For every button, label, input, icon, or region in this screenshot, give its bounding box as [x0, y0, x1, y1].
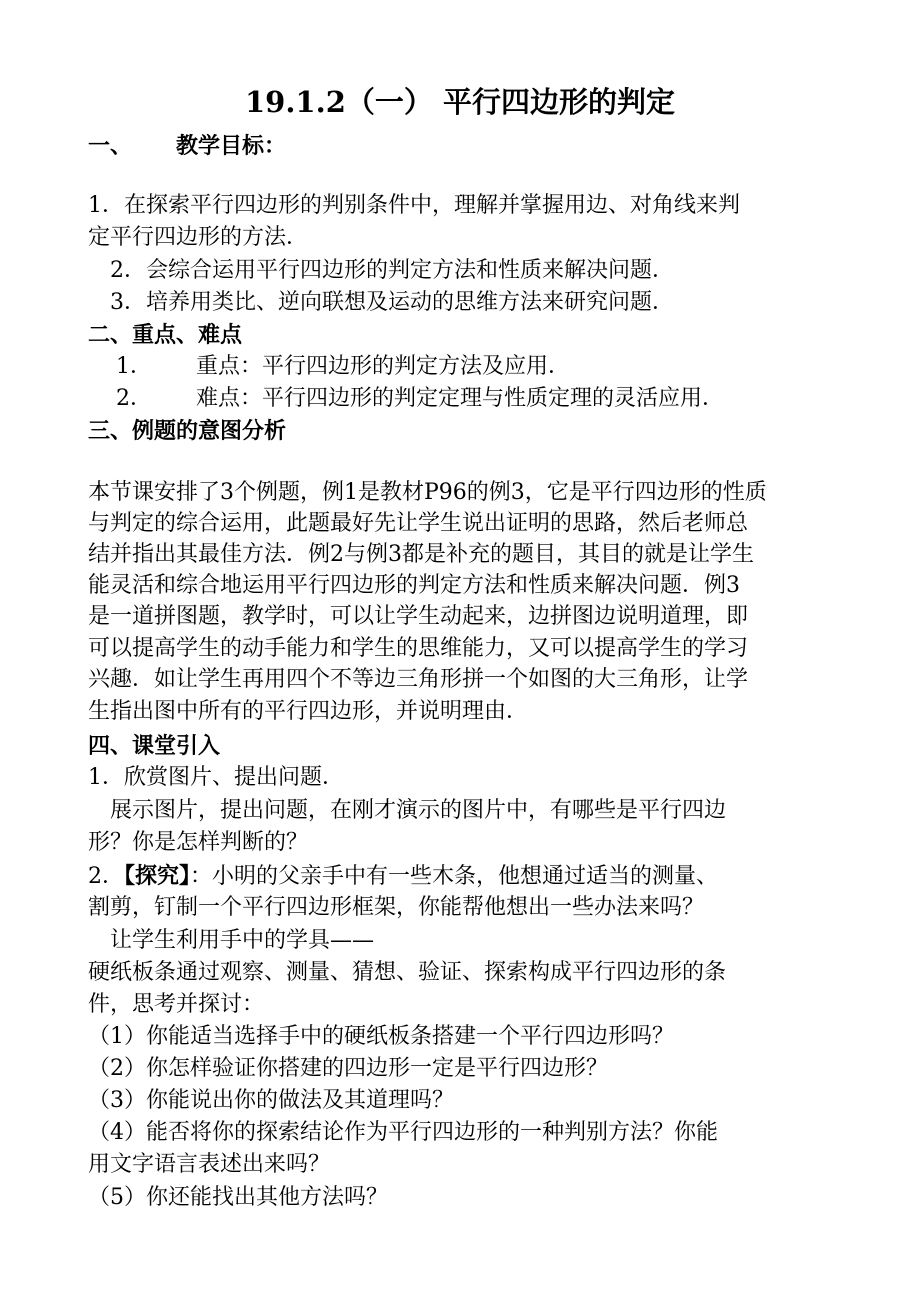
- key-point-number: 2．: [116, 386, 152, 411]
- paragraph-line: 生指出图中所有的平行四边形，并说明理由．: [88, 699, 529, 724]
- paragraph-line: 结并指出其最佳方法．例2与例3都是补充的题目，其目的就是让学生: [88, 542, 754, 567]
- key-point-text: 难点：平行四边形的判定定理与性质定理的灵活应用．: [196, 386, 725, 411]
- explore-line: [88, 861, 718, 892]
- explore-continuation: 割剪，钉制一个平行四边形框架，你能帮他想出一些办法来吗？: [88, 895, 705, 920]
- key-point-number: 1．: [116, 354, 152, 379]
- paragraph-line: 兴趣．如让学生再用四个不等边三角形拼一个如图的大三角形，让学: [88, 667, 749, 692]
- examples-heading: 三、例题的意图分析: [88, 418, 287, 444]
- question-line: （5）你还能找出其他方法吗？: [88, 1185, 388, 1210]
- paragraph-line: 与判定的综合运用，此题最好先让学生说出证明的思路，然后老师总: [88, 511, 749, 536]
- objectives-heading: [88, 131, 286, 161]
- introduction-line: 1．欣赏图片、提出问题．: [88, 765, 344, 790]
- objective-line: 定平行四边形的方法．: [88, 225, 309, 250]
- question-line: （1）你能适当选择手中的硬纸板条搭建一个平行四边形吗？: [88, 1024, 674, 1049]
- paragraph-line: 能灵活和综合地运用平行四边形的判定方法和性质来解决问题．例3: [88, 573, 740, 598]
- explore-label: 【探究】: [124, 863, 191, 889]
- objectives-heading-text: 教学目标：: [176, 133, 287, 159]
- paragraph-line: 本节课安排了3个例题，例1是教材P96的例3，它是平行四边形的性质: [88, 480, 767, 505]
- paragraph-line: 可以提高学生的动手能力和学生的思维能力，又可以提高学生的学习: [88, 636, 749, 661]
- introduction-line: 形？你是怎样判断的？: [88, 830, 309, 855]
- question-line: （3）你能说出你的做法及其道理吗？: [88, 1088, 454, 1113]
- objective-line: 2．会综合运用平行四边形的判定方法和性质来解决问题．: [110, 258, 674, 283]
- key-point-item: [116, 352, 570, 382]
- question-line: 用文字语言表述出来吗？: [88, 1152, 331, 1177]
- key-point-item: [116, 384, 724, 414]
- explore-continuation: 让学生利用手中的学具——: [88, 928, 375, 953]
- document-title: 19.1.2（一） 平行四边形的判定: [244, 85, 675, 119]
- question-line: （2）你怎样验证你搭建的四边形一定是平行四边形？: [88, 1056, 608, 1081]
- introduction-heading: 四、课堂引入: [88, 733, 221, 759]
- explore-continuation: 硬纸板条通过观察、测量、猜想、验证、探索构成平行四边形的条: [88, 960, 727, 985]
- explore-number: 2．: [88, 864, 124, 889]
- key-points-heading: 二、重点、难点: [88, 322, 243, 348]
- question-line: （4）能否将你的探索结论作为平行四边形的一种判别方法？你能: [88, 1120, 718, 1145]
- paragraph-line: 是一道拼图题，教学时，可以让学生动起来，边拼图边说明道理，即: [88, 604, 749, 629]
- introduction-line: 展示图片，提出问题，在刚才演示的图片中，有哪些是平行四边: [88, 798, 727, 823]
- explore-continuation: 件，思考并探讨：: [88, 992, 265, 1017]
- key-point-text: 重点：平行四边形的判定方法及应用．: [196, 354, 571, 379]
- explore-text: ：小明的父亲手中有一些木条，他想通过适当的测量、: [190, 864, 719, 889]
- objective-line: 1．在探索平行四边形的判别条件中，理解并掌握用边、对角线来判: [88, 193, 740, 218]
- objective-line: 3．培养用类比、逆向联想及运动的思维方法来研究问题．: [110, 290, 674, 315]
- objectives-number: 一、: [88, 133, 133, 159]
